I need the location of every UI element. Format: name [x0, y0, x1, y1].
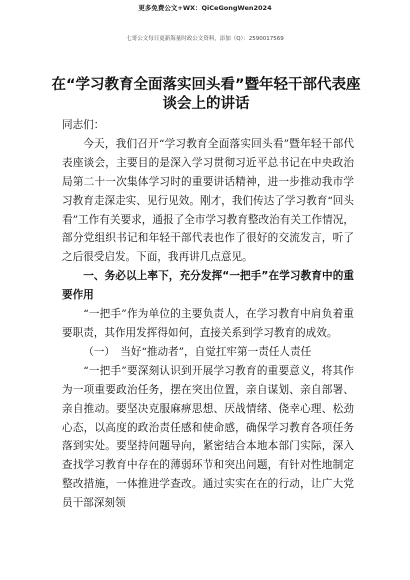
section-paragraph: “一把手”作为单位的主要负责人，在学习教育中肩负着重要职责，其作用发挥得如何，直接关系到学习教育的成效。 [62, 308, 354, 339]
subsection-heading-1: （一） 当好“推动者”，自觉扛牢第一责任人责任 [83, 345, 312, 358]
subsection-paragraph: “一把手”要深刻认识到开展学习教育的重要意义，将其作为一项重要政治任务，摆在突出位置，亲自谋划、亲自部署、亲自推动。要坚决克服麻痹思想、厌战情绪、侥幸心理、松劲心态，以高度的政治责任感和使命感，确保学习教育各项任务落到实处。要坚持问题导向，紧密结合本地本部门实际，深入查找学习教育中存在的薄弱环节和突出问题，有针对性地制定整改措施，一体推进学查改。通过实实在在的行动，让广大党员干部深刻领 [62, 364, 354, 510]
header-contact-line: 七哥公文每日更新海量时政公文资料，添加（Q）：2590017569 [126, 36, 284, 42]
section-heading-1: 一、务必以上率下，充分发挥“一把手”在学习教育中的重要作用 [62, 270, 354, 302]
document-body [62, 116, 354, 513]
header-watermark-line: 更多免费公文+WX：QiCeGongWen2024 [138, 4, 272, 12]
intro-paragraph: 今天，我们召开“学习教育全面落实回头看”暨年轻干部代表座谈会，主要目的是深入学习贯彻习近平总书记在中央政治局第二十一次集体学习时的重要讲话精神，进一步推动我市学习教育走深走实、见行见效。刚才，我们传达了学习教育“回头看”工作有关要求，通报了全市学习教育整改治有关工作情况，部分党组织书记和年轻干部代表也作了很好的交流发言，听了之后很受启发。下面，我再讲几点意见。 [62, 137, 354, 264]
salutation: 同志们： [62, 119, 105, 131]
document-title: 在“学习教育全面落实回头看”暨年轻干部代表座谈会上的讲话 [51, 77, 361, 112]
